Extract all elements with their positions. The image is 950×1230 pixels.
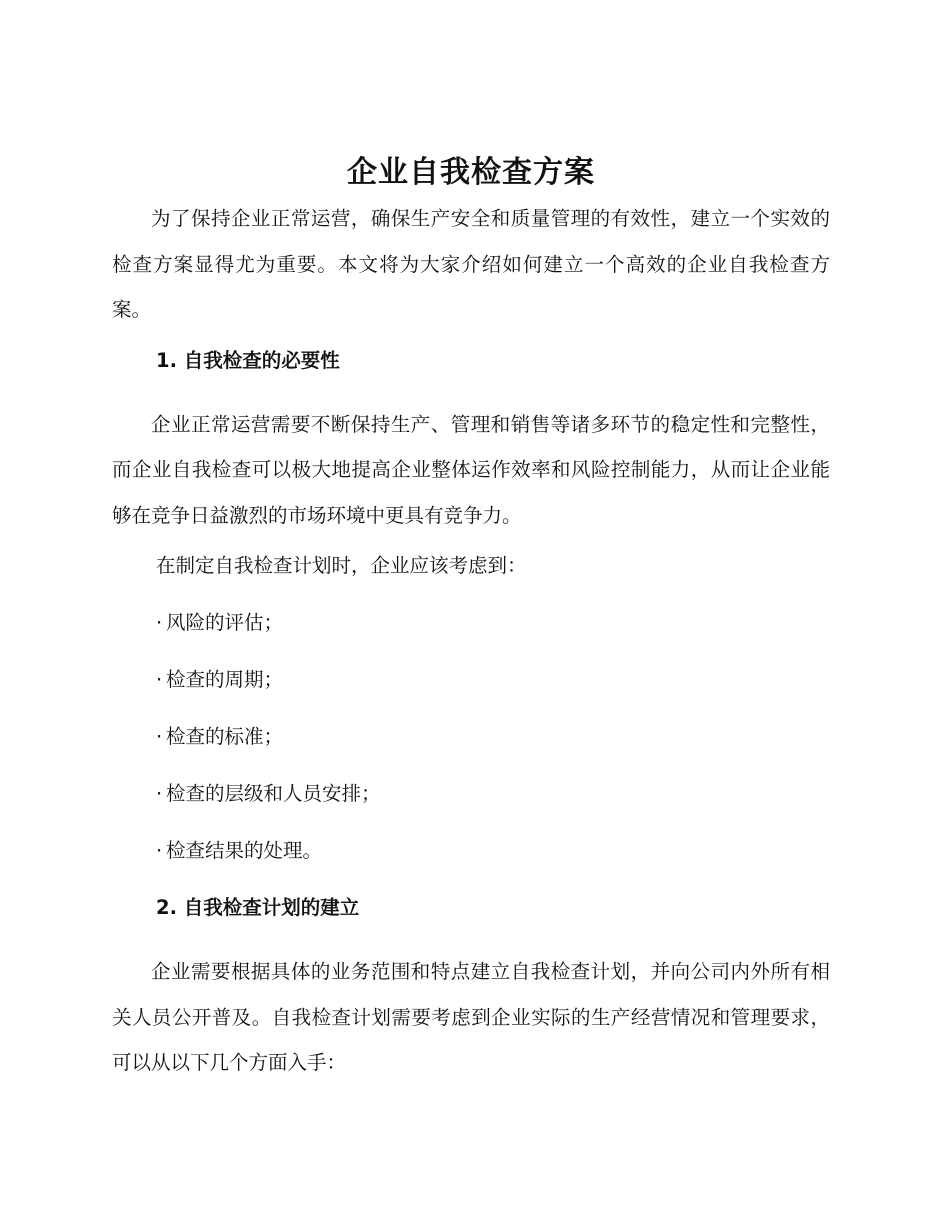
section2-heading: 2. 自我检查计划的建立 — [156, 896, 360, 919]
consider-intro: 在制定自我检查计划时，企业应该考虑到： — [156, 554, 527, 577]
list-item — [112, 664, 830, 696]
bullet-dot-icon: · — [156, 839, 163, 862]
document-page — [112, 152, 830, 1098]
list-item-text: 风险的评估； — [166, 611, 284, 634]
document-title: 企业自我检查方案 — [347, 155, 595, 190]
section1-paragraph: 企业正常运营需要不断保持生产、管理和销售等诸多环节的稳定性和完整性，而企业自我检查可以极大地提高企业整体运作效率和风险控制能力，从而让企业能够在竞争日益激烈的市场环境中更具有竞争力。 — [112, 412, 830, 527]
list-item-text: 检查的层级和人员安排； — [166, 782, 381, 805]
bullet-dot-icon: · — [156, 782, 163, 805]
list-item-text: 检查的周期； — [166, 668, 284, 691]
bullet-dot-icon: · — [156, 668, 163, 691]
list-item — [112, 721, 830, 753]
section1-heading: 1. 自我检查的必要性 — [156, 348, 340, 372]
list-item-text: 检查的标准； — [166, 725, 284, 748]
section2-paragraph: 企业需要根据具体的业务范围和特点建立自我检查计划，并向公司内外所有相关人员公开普及。自我检查计划需要考虑到企业实际的生产经营情况和管理要求，可以从以下几个方面入手： — [112, 960, 830, 1074]
list-item — [112, 835, 830, 867]
list-item — [112, 607, 830, 639]
list-item — [112, 778, 830, 810]
bullet-dot-icon: · — [156, 611, 163, 634]
list-item-text: 检查结果的处理。 — [166, 839, 323, 862]
intro-paragraph: 为了保持企业正常运营，确保生产安全和质量管理的有效性，建立一个实效的检查方案显得尤为重要。本文将为大家介绍如何建立一个高效的企业自我检查方案。 — [112, 207, 830, 321]
bullet-dot-icon: · — [156, 725, 163, 748]
